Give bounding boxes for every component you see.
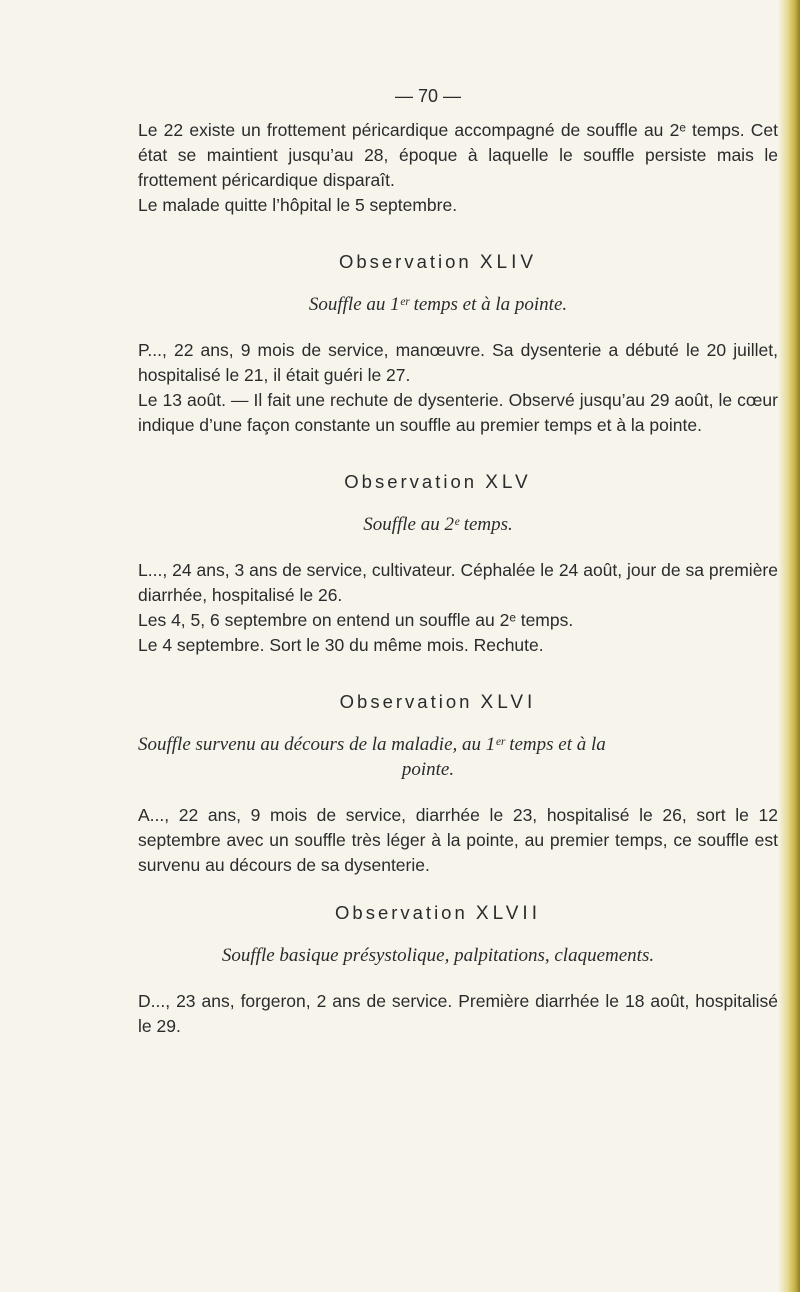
observation-number: XLV: [485, 472, 532, 493]
observation-number: XLVI: [480, 692, 537, 713]
observation-label: Observation: [339, 691, 473, 712]
intro-paragraph-1: Le 22 existe un frottement péricardique accompagné de souffle au 2ᵉ temps. Cet état se maintient jusqu’au 28, époque à laquelle le souffle persiste mais le frottement péricardique disparaît.: [138, 120, 778, 190]
observation-number: XLIV: [479, 252, 538, 273]
observation-subtitle-47: Souffle basique présystolique, palpitations, claquements.: [221, 945, 655, 966]
observation-45-paragraph-1: L..., 24 ans, 3 ans de service, cultivateur. Céphalée le 24 août, jour de sa première diarrhée, hospitalisé le 26.: [138, 560, 778, 605]
observation-label: Observation: [335, 902, 468, 923]
observation-46-paragraph-1: A..., 22 ans, 9 mois de service, diarrhée le 23, hospitalisé le 26, sort le 12 septembre avec un souffle très léger à la pointe, au premier temps, ce souffle est survenu au décours de sa dysenterie.: [138, 805, 778, 875]
page-number: — 70 —: [394, 86, 462, 106]
observation-47-paragraph-1: D..., 23 ans, forgeron, 2 ans de service. Première diarrhée le 18 août, hospitalisé le 29.: [138, 991, 778, 1036]
observation-subtitle-46: [138, 732, 778, 782]
observation-number: XLVII: [475, 903, 541, 924]
book-page: [138, 84, 778, 1039]
observation-44-paragraph-1: P..., 22 ans, 9 mois de service, manœuvre. Sa dysenterie a débuté le 20 juillet, hospitalisé le 21, il était guéri le 27.: [138, 340, 778, 385]
observation-subtitle-46-line-2: pointe.: [401, 759, 455, 780]
observation-44-paragraph-2: Le 13 août. — Il fait une rechute de dysenterie. Observé jusqu’au 29 août, le cœur indique d’une façon constante un souffle au premier temps et à la pointe.: [138, 390, 778, 435]
observation-heading-44: [138, 249, 778, 275]
page-edge: [778, 0, 800, 1292]
observation-45-paragraph-3: Le 4 septembre. Sort le 30 du même mois. Rechute.: [138, 635, 544, 655]
intro-paragraph-2: Le malade quitte l’hôpital le 5 septembre.: [138, 195, 458, 215]
observation-heading-46: [138, 689, 778, 715]
observation-label: Observation: [344, 471, 478, 492]
observation-label: Observation: [338, 251, 472, 272]
observation-subtitle-46-line-1: Souffle survenu au décours de la maladie, au 1ᵉʳ temps et à la: [138, 734, 606, 755]
observation-heading-45: [138, 469, 778, 495]
observation-45-paragraph-2: Les 4, 5, 6 septembre on entend un souffle au 2ᵉ temps.: [138, 610, 574, 630]
observation-subtitle-45: Souffle au 2ᵉ temps.: [363, 514, 513, 535]
observation-subtitle-44: Souffle au 1ᵉʳ temps et à la pointe.: [308, 294, 568, 315]
observation-heading-47: [138, 900, 778, 926]
